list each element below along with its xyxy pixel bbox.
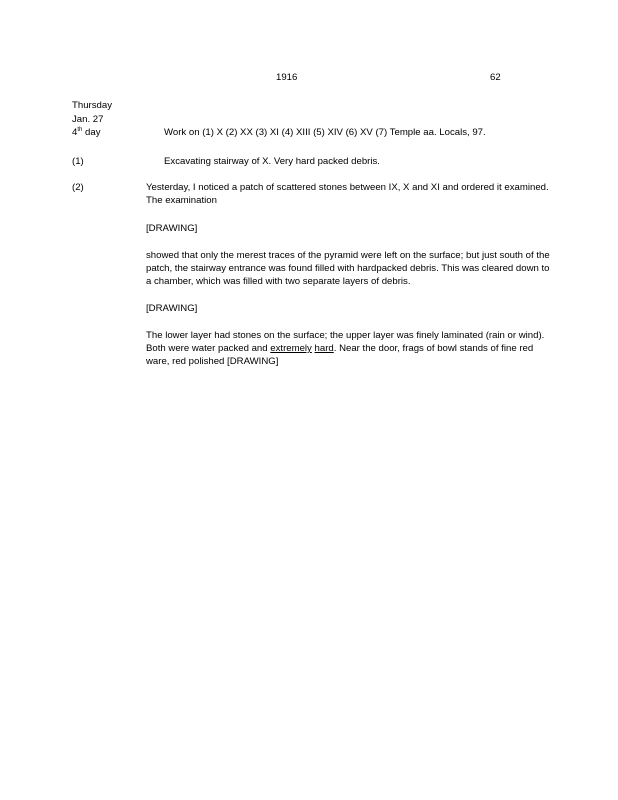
entry-1-text: Excavating stairway of X. Very hard packed debris.	[164, 156, 380, 167]
work-summary: Work on (1) X (2) XX (3) XI (4) XIII (5) XIV (6) XV (7) Temple aa. Locals, 97.	[164, 127, 486, 138]
entry-2-paragraph-1: Yesterday, I noticed a patch of scattered stones between IX, X and XI and ordered it examined. The examination	[146, 182, 549, 206]
drawing-placeholder-2: [DRAWING]	[146, 303, 198, 314]
day-word: day	[85, 127, 101, 138]
page-year: 1916	[276, 72, 298, 83]
day-count	[72, 127, 112, 141]
para3-end: . Near the door, frags of bowl stands of fine red ware, red polished [DRAWING]	[146, 342, 534, 367]
date: Jan. 27	[72, 113, 104, 125]
entry-2-paragraph-3	[146, 330, 556, 369]
weekday: Thursday	[72, 100, 112, 111]
entry-2-paragraph-2: showed that only the merest traces of the pyramid were left on the surface; but just south of the patch, the stairway entrance was found filled with hardpacked debris. This was cleared down to a chamber, which was filled with two separate layers of debris.	[146, 250, 550, 287]
drawing-placeholder-1: [DRAWING]	[146, 223, 198, 234]
entry-2-label: (2)	[72, 182, 84, 193]
para3-start: The lower layer had stones on the surface; the upper layer was finely laminated (rain or wind). Both were water packed and	[146, 330, 545, 354]
day-suffix: th	[77, 127, 83, 133]
underlined-extremely: extremely	[270, 342, 312, 354]
page-number: 62	[490, 72, 501, 83]
entry-1-label: (1)	[72, 156, 84, 167]
entry-date	[72, 100, 112, 141]
day-number: 4	[72, 127, 78, 138]
underlined-hard: hard	[314, 342, 334, 354]
